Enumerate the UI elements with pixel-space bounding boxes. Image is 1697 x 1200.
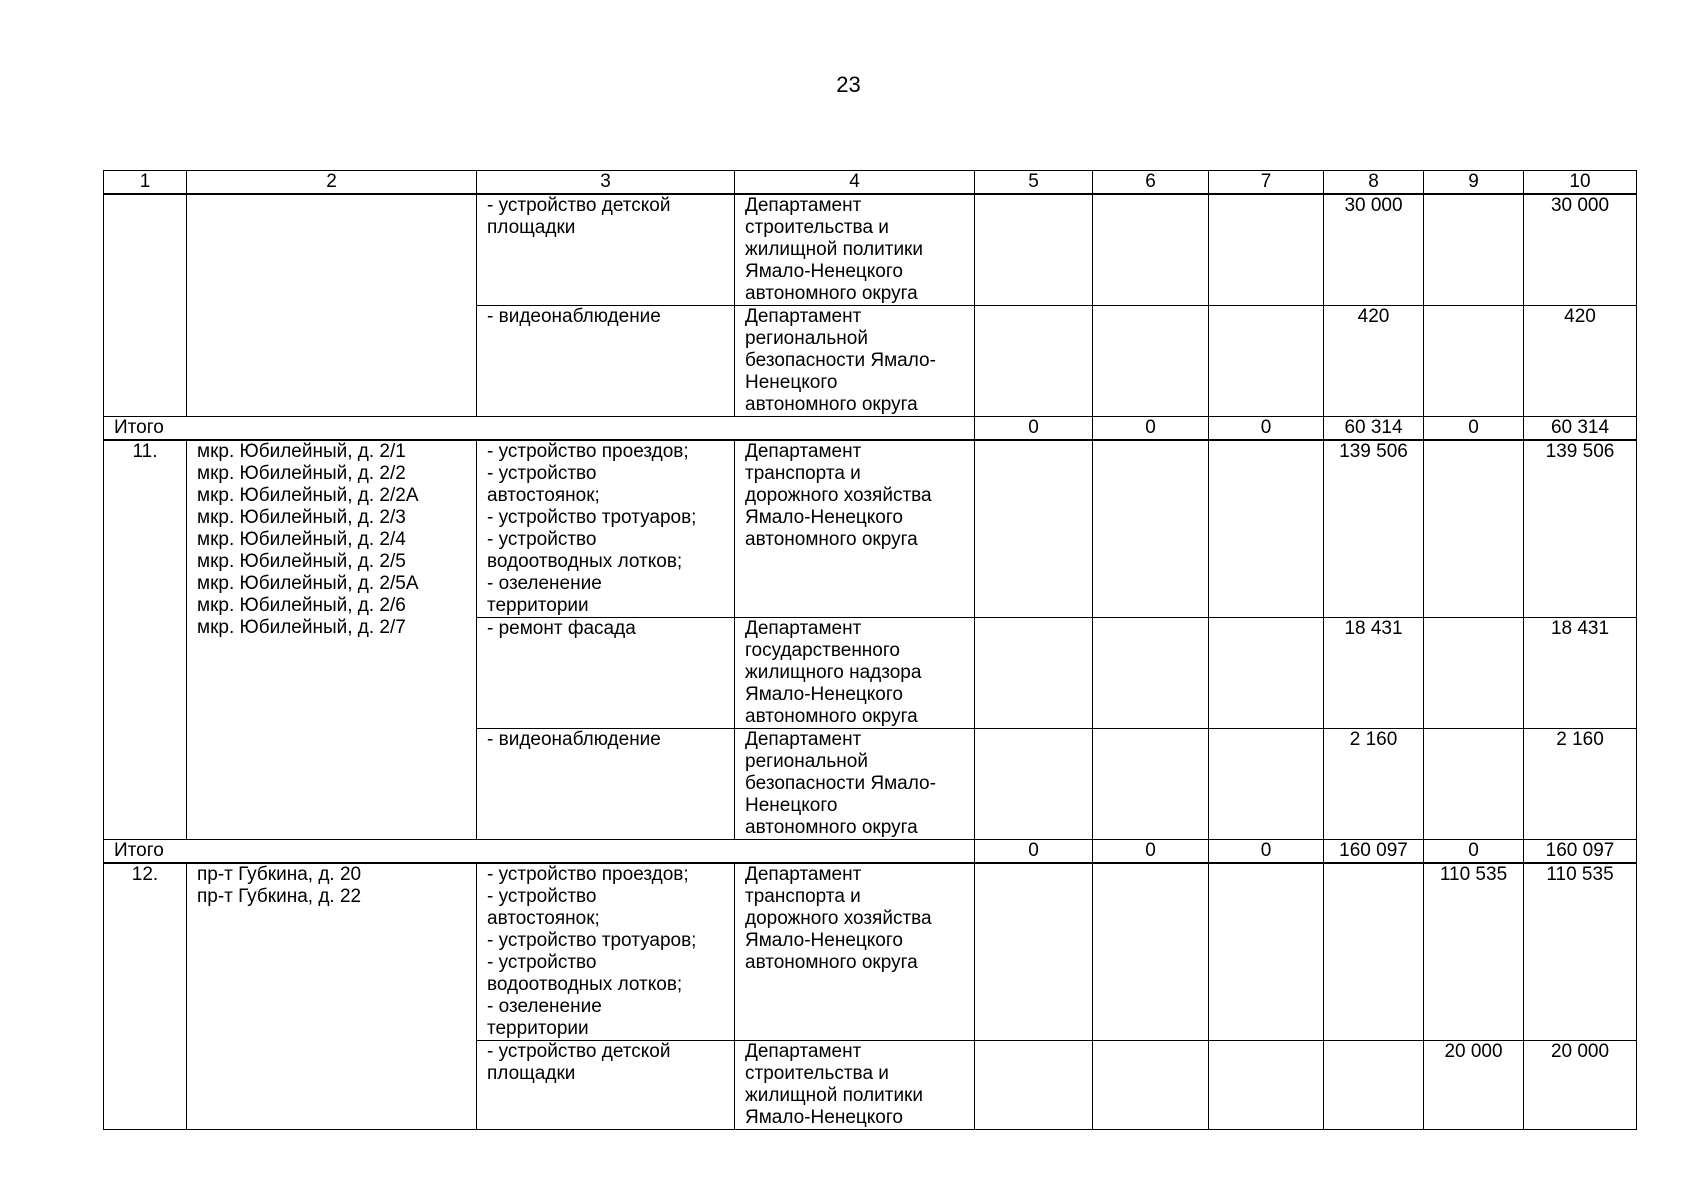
work-cell: - видеонаблюдение (477, 306, 735, 417)
value-cell-8: 2 160 (1324, 729, 1424, 840)
value-cell-9: 20 000 (1424, 1041, 1524, 1130)
total-value-8: 160 097 (1324, 840, 1424, 864)
total-value-9: 0 (1424, 840, 1524, 864)
value-cell (1424, 618, 1524, 729)
total-value-8: 60 314 (1324, 417, 1424, 441)
value-cell-10: 2 160 (1524, 729, 1637, 840)
funding-table (103, 170, 1637, 1130)
value-cell-8: 18 431 (1324, 618, 1424, 729)
column-header: 3 (477, 171, 735, 195)
column-header: 1 (104, 171, 187, 195)
value-cell (975, 306, 1093, 417)
value-cell (1093, 306, 1209, 417)
value-cell-10: 420 (1524, 306, 1637, 417)
value-cell (1209, 1041, 1324, 1130)
address-cell: мкр. Юбилейный, д. 2/1 мкр. Юбилейный, д. 2/2 мкр. Юбилейный, д. 2/2А мкр. Юбилейный, д. 2/3 мкр. Юбилейный, д. 2/4 мкр. Юбилейный, д. 2/5 мкр. Юбилейный, д. 2/5А мкр. Юбилейный, д. 2/6 мкр. Юбилейный, д. 2/7 (187, 440, 477, 840)
column-header: 4 (735, 171, 975, 195)
total-value-6: 0 (1093, 840, 1209, 864)
value-cell (1424, 440, 1524, 618)
item-number-cell: 11. (104, 440, 187, 840)
work-cell: - устройство проездов; - устройство автостоянок; - устройство тротуаров; - устройство водоотводных лотков; - озеленение территории (477, 863, 735, 1041)
column-header: 5 (975, 171, 1093, 195)
value-cell (975, 863, 1093, 1041)
value-cell (1093, 863, 1209, 1041)
total-value-6: 0 (1093, 417, 1209, 441)
work-cell: - устройство детской площадки (477, 194, 735, 306)
value-cell (1209, 863, 1324, 1041)
column-header: 9 (1424, 171, 1524, 195)
table-row (104, 863, 1637, 1041)
total-label: Итого (104, 417, 975, 441)
value-cell (1424, 306, 1524, 417)
work-cell: - устройство детской площадки (477, 1041, 735, 1130)
column-header: 10 (1524, 171, 1637, 195)
value-cell-8: 30 000 (1324, 194, 1424, 306)
value-cell (1093, 440, 1209, 618)
address-cell: пр-т Губкина, д. 20 пр-т Губкина, д. 22 (187, 863, 477, 1130)
total-value-7: 0 (1209, 840, 1324, 864)
item-number-cell: 12. (104, 863, 187, 1130)
value-cell-9: 110 535 (1424, 863, 1524, 1041)
value-cell (1209, 618, 1324, 729)
column-header: 2 (187, 171, 477, 195)
value-cell (1093, 194, 1209, 306)
column-number-row (104, 171, 1637, 195)
department-cell: Департамент региональной безопасности Ямало- Ненецкого автономного округа (735, 306, 975, 417)
value-cell-10: 18 431 (1524, 618, 1637, 729)
total-row (104, 840, 1637, 864)
total-value-10: 60 314 (1524, 417, 1637, 441)
total-value-5: 0 (975, 840, 1093, 864)
value-cell (975, 440, 1093, 618)
value-cell (975, 194, 1093, 306)
table-row (104, 194, 1637, 306)
department-cell: Департамент строительства и жилищной политики Ямало-Ненецкого автономного округа (735, 194, 975, 306)
value-cell (1093, 1041, 1209, 1130)
total-value-5: 0 (975, 417, 1093, 441)
page-number: 23 (836, 72, 861, 97)
department-cell: Департамент строительства и жилищной политики Ямало-Ненецкого (735, 1041, 975, 1130)
value-cell (1209, 440, 1324, 618)
address-cell (187, 194, 477, 417)
value-cell (1209, 194, 1324, 306)
total-value-9: 0 (1424, 417, 1524, 441)
item-number-cell (104, 194, 187, 417)
value-cell-10: 20 000 (1524, 1041, 1637, 1130)
column-header: 7 (1209, 171, 1324, 195)
value-cell (1093, 729, 1209, 840)
value-cell (1424, 194, 1524, 306)
department-cell: Департамент государственного жилищного надзора Ямало-Ненецкого автономного округа (735, 618, 975, 729)
column-header: 6 (1093, 171, 1209, 195)
total-label: Итого (104, 840, 975, 864)
value-cell (975, 618, 1093, 729)
total-value-10: 160 097 (1524, 840, 1637, 864)
value-cell-8: 139 506 (1324, 440, 1424, 618)
department-cell: Департамент транспорта и дорожного хозяйства Ямало-Ненецкого автономного округа (735, 440, 975, 618)
value-cell (1324, 1041, 1424, 1130)
department-cell: Департамент региональной безопасности Ямало- Ненецкого автономного округа (735, 729, 975, 840)
work-cell: - устройство проездов; - устройство автостоянок; - устройство тротуаров; - устройство водоотводных лотков; - озеленение территории (477, 440, 735, 618)
total-row (104, 417, 1637, 441)
total-value-7: 0 (1209, 417, 1324, 441)
value-cell-10: 139 506 (1524, 440, 1637, 618)
column-header: 8 (1324, 171, 1424, 195)
value-cell (1209, 306, 1324, 417)
value-cell-8: 420 (1324, 306, 1424, 417)
value-cell-10: 110 535 (1524, 863, 1637, 1041)
value-cell (1209, 729, 1324, 840)
work-cell: - ремонт фасада (477, 618, 735, 729)
value-cell (1093, 618, 1209, 729)
department-cell: Департамент транспорта и дорожного хозяйства Ямало-Ненецкого автономного округа (735, 863, 975, 1041)
value-cell (1424, 729, 1524, 840)
work-cell: - видеонаблюдение (477, 729, 735, 840)
value-cell (975, 729, 1093, 840)
value-cell (1324, 863, 1424, 1041)
table-row (104, 440, 1637, 618)
value-cell (975, 1041, 1093, 1130)
value-cell-10: 30 000 (1524, 194, 1637, 306)
